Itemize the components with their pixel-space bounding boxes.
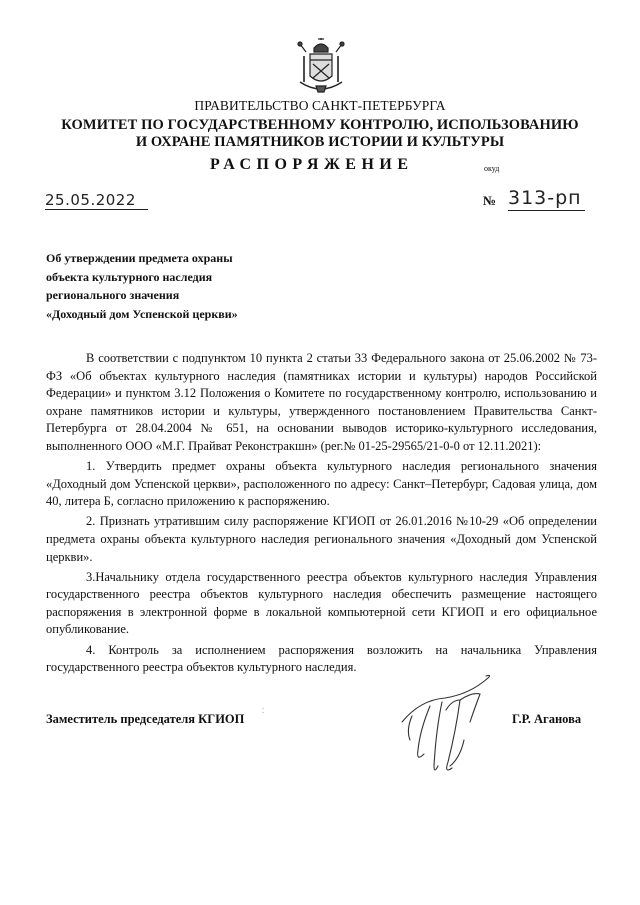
order-body (46, 350, 597, 677)
signatory-role: Заместитель председателя КГИОП (46, 712, 245, 726)
handwritten-signature (390, 670, 500, 782)
item-3-paragraph: 3.Начальнику отдела государственного реестра объектов культурного наследия Управления государственного реестра объектов культурного наследия обеспечить размещение настоящего распоряжения в электронной форме в локальной компьютерной сети КГИОП и его официальное опубликование. (46, 569, 597, 637)
item-4-paragraph: 4. Контроль за исполнением распоряжения возложить на начальника Управления государственного реестра объектов культурного наследия. (46, 642, 597, 675)
committee-name-line-1: КОМИТЕТ ПО ГОСУДАРСТВЕННОМУ КОНТРОЛЮ, ИСПОЛЬЗОВАНИЮ (61, 117, 579, 133)
item-2-paragraph: 2. Признать утратившим силу распоряжение КГИОП от 26.01.2016 №10-29 «Об определении предмета охраны объекта культурного наследия регионального значения «Доходный дом Успенской церкви». (46, 514, 597, 564)
document-type-title: РАСПОРЯЖЕНИЕ (210, 156, 414, 173)
subject-line: Об утверждении предмета охраны (46, 251, 233, 265)
order-subject (46, 249, 238, 323)
subject-line: объекта культурного наследия (46, 269, 213, 284)
item-1-paragraph: 1. Утвердить предмет охраны объекта культурного наследия регионального значения «Доходный дом Успенской церкви», расположенного по адресу: Санкт–Петербург, Садовая улица, дом 40, литера Б, согласно приложению к распоряжению. (46, 459, 597, 509)
scan-speck: ⁚ (262, 707, 265, 715)
committee-name-line-2: И ОХРАНЕ ПАМЯТНИКОВ ИСТОРИИ И КУЛЬТУРЫ (135, 134, 505, 150)
preamble-paragraph: В соответствии с подпунктом 10 пункта 2 статьи 33 Федерального закона от 25.06.2002 № 73-ФЗ «Об объектах культурного наследия (памятниках истории и культуры) народов Российской Федерации» и пунктом 3.12 Положения о Комитете по государственному контролю, использованию и охране памятников истории и культуры, утвержденного постановлением Правительства Санкт-Петербурга от 28.04.2004 № 651, на основании выводов историко-культурного исследования, выполненного ООО «М.Г. Прайват Реконстракшн» (рег.№ 01-25-29565/21-0-0 от 12.11.2021): (46, 351, 597, 453)
government-title: ПРАВИТЕЛЬСТВО САНКТ-ПЕТЕРБУРГА (194, 98, 446, 113)
number-label: № (483, 193, 497, 208)
committee-name (0, 117, 640, 151)
signatory-name: Г.Р. Аганова (512, 712, 582, 726)
subject-line: «Доходный дом Успенской церкви» (46, 306, 238, 321)
document-number: 313-рп (508, 186, 585, 211)
okud-label: окуд (484, 164, 500, 173)
coat-of-arms-icon (296, 38, 346, 96)
subject-line: регионального значения (46, 288, 180, 302)
document-date: 25.05.2022 (45, 191, 148, 210)
